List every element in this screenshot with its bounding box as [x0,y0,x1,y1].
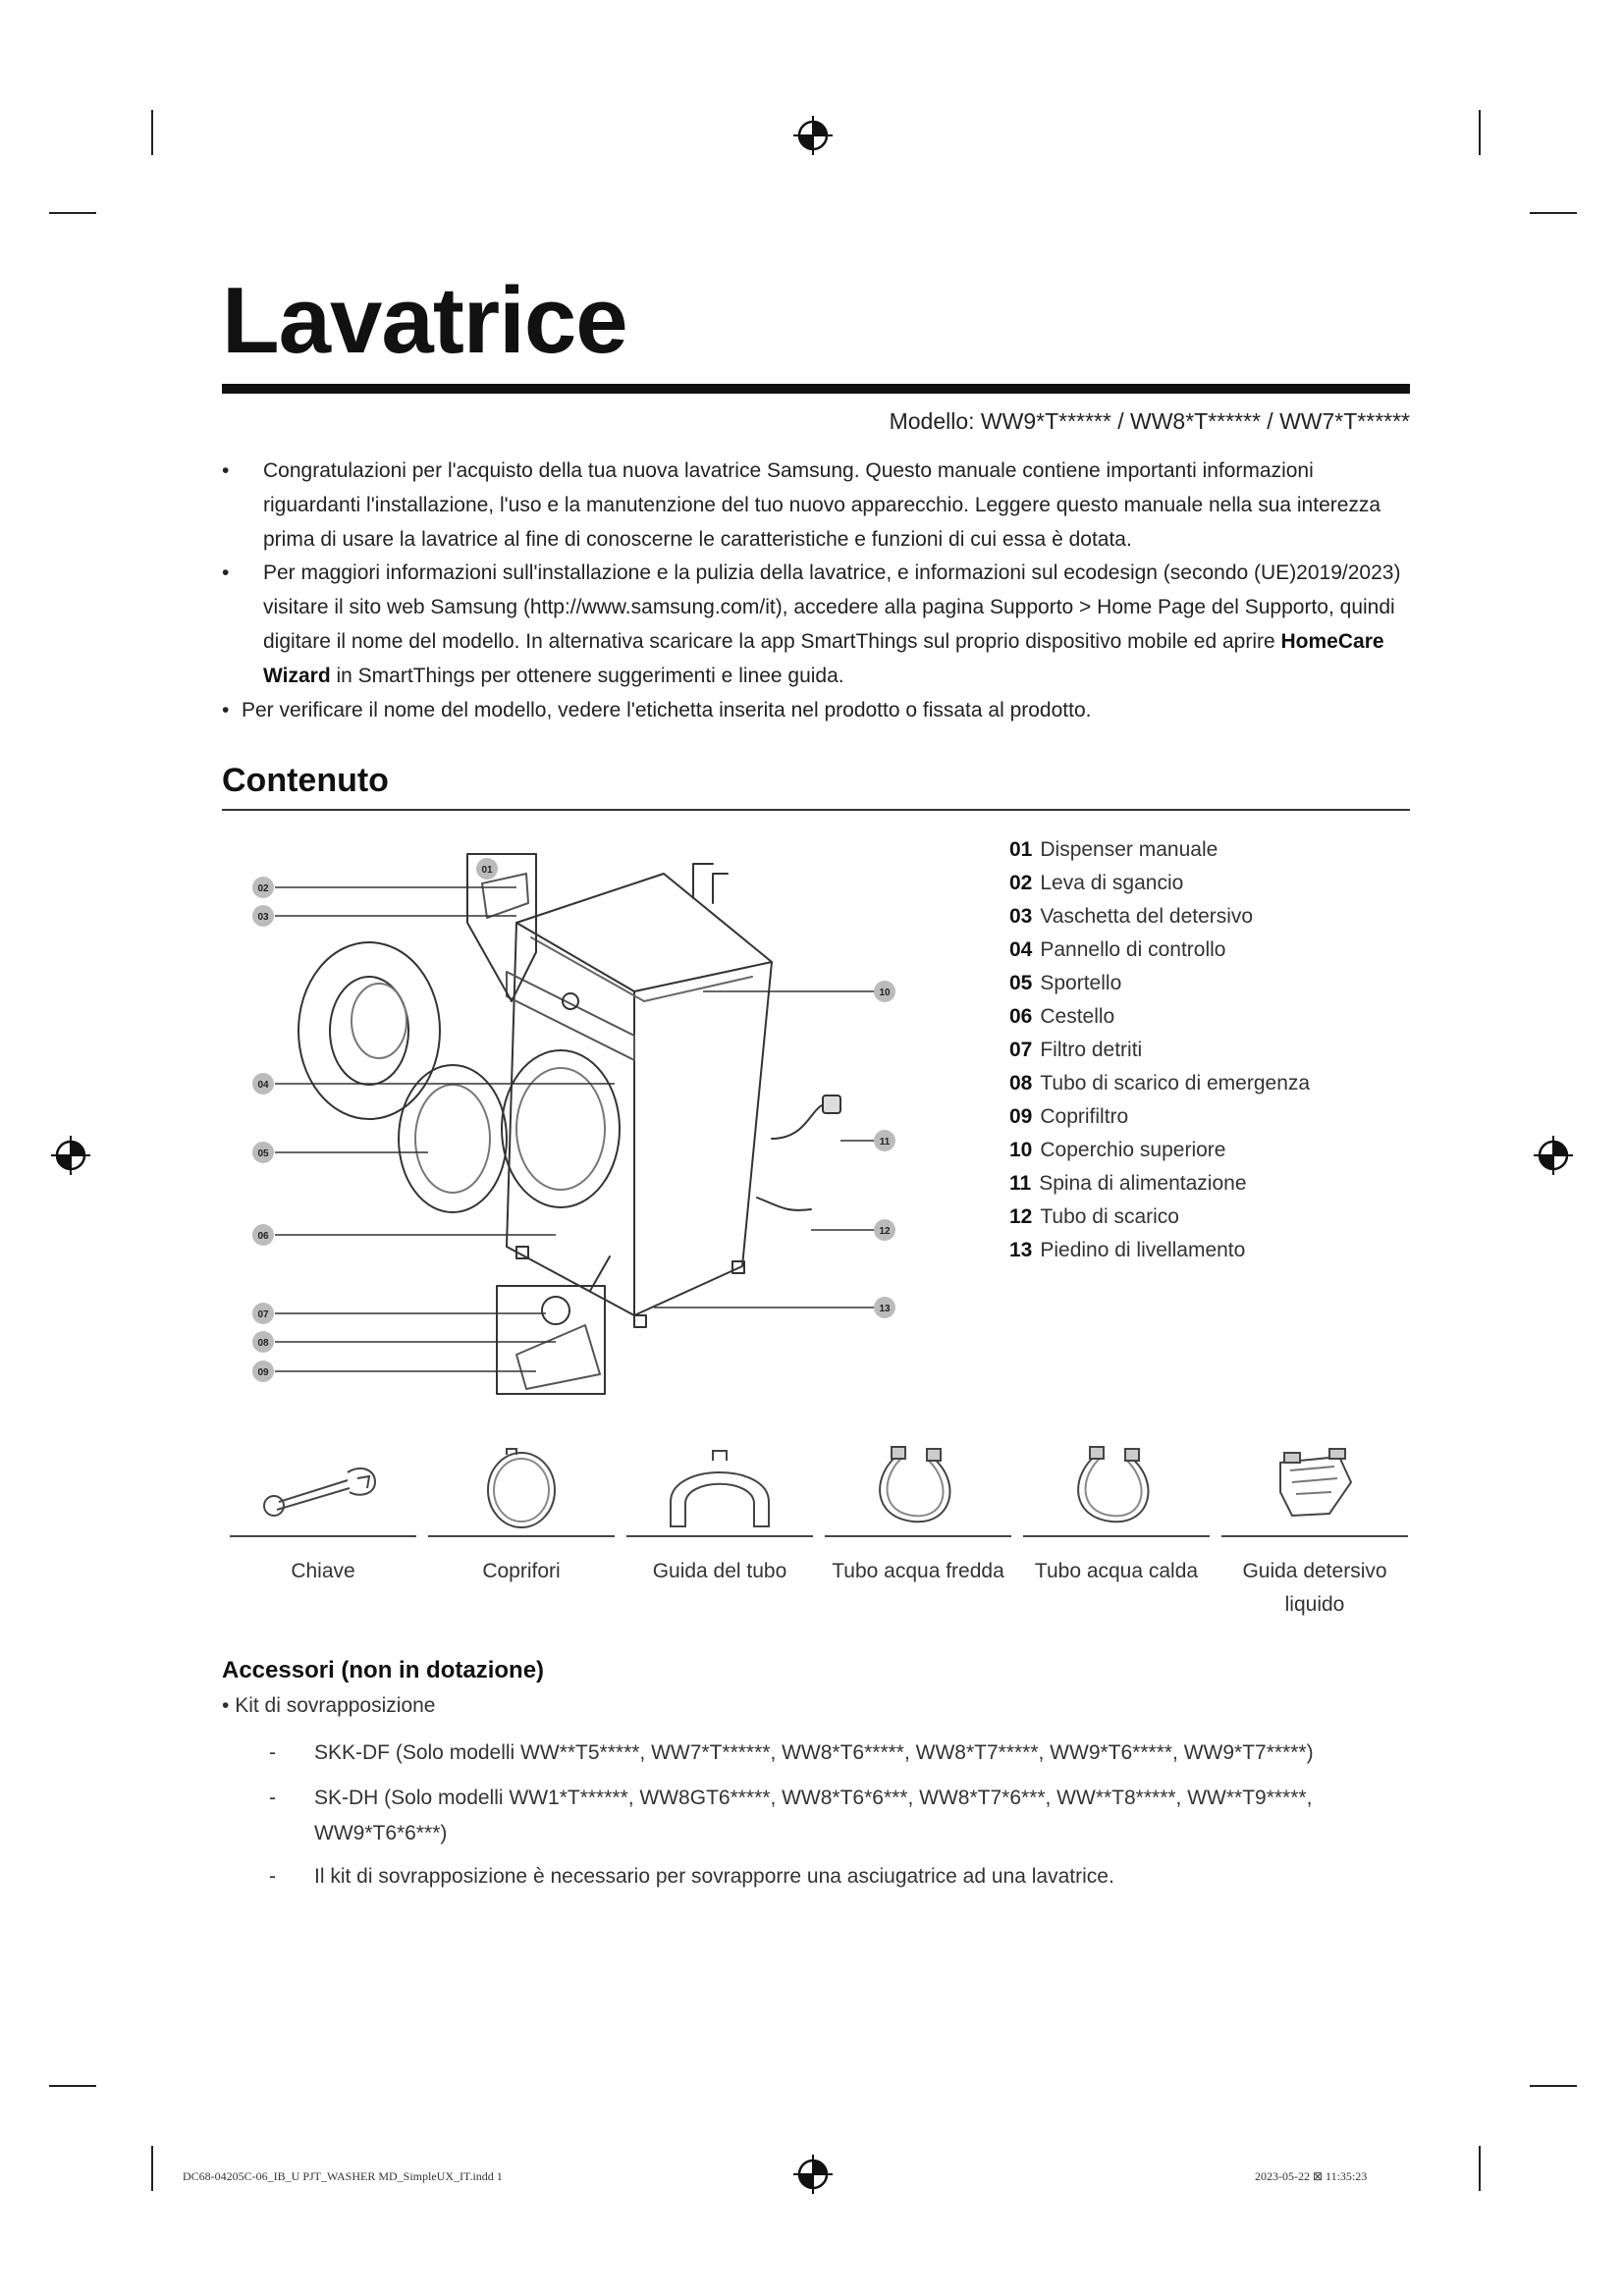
part-label: Vaschetta del detersivo [1040,905,1254,928]
callout [252,1303,274,1324]
section-heading: Contenuto [222,762,389,799]
list-item [1009,1172,1310,1205]
intro-text: Congratulazioni per l'acquisto della tua nuova lavatrice Samsung. Questo manuale contiene importanti informazioni riguardanti l'installazione, l'uso e la manutenzione del tuo nuovo apparecchio. Leggere questo manuale nella sua interezza prima di usare la lavatrice al fine di conoscerne le caratteristiche e funzioni di cui essa è dotata. [263,459,1381,551]
kit-bullet [222,1694,435,1718]
part-number: 05 [1009,972,1033,994]
liquid-detergent-guide-icon [1221,1443,1408,1531]
dash-marker: - [269,1787,276,1809]
registration-mark-icon [1532,1134,1575,1177]
callout [874,1297,895,1318]
accessory-rule [1023,1535,1210,1537]
part-number: 03 [1009,905,1033,928]
list-item [1009,1005,1310,1039]
callout-label: 04 [257,1080,269,1091]
list-item [1009,1039,1310,1072]
accessory-label: Tubo acqua calda [1034,1560,1199,1582]
part-number: 07 [1009,1039,1033,1061]
bullet: • [222,459,230,482]
accessory-rule [626,1535,813,1537]
list-item [1009,972,1310,1005]
accessory-item [626,1443,813,1588]
intro-bullet [222,693,1415,727]
callout-label: 06 [257,1231,269,1242]
print-timestamp: 2023-05-22 ⊠ 11:35:23 [1255,2169,1368,2183]
callout [252,1331,274,1353]
intro-text: Per maggiori informazioni sull'installazione e la pulizia della lavatrice, e informazioni sul ecodesign (secondo (UE)2019/2023) visitare il sito web Samsung (http://www.samsung.com/it), accedere alla pagina Supporto > Home Page del Supporto, quindi digitare il nome del modello. In alternativa scaricare la app SmartThings sul proprio dispositivo mobile ed aprire [263,561,1401,653]
part-label: Coprifiltro [1040,1105,1129,1128]
part-label: Filtro detriti [1040,1039,1143,1061]
callout-label: 10 [879,988,891,998]
accessory-item [428,1443,615,1588]
part-label: Spina di alimentazione [1039,1172,1247,1195]
dash-item [269,1859,1349,1895]
cold-water-hose-icon [825,1443,1011,1531]
hose-guide-icon [626,1443,813,1531]
part-label: Coperchio superiore [1040,1139,1226,1161]
intro-bullet [222,556,1415,693]
crop-mark [49,2085,96,2087]
callout-label: 03 [257,912,269,923]
accessory-rule [1221,1535,1408,1537]
callout [252,877,274,898]
dash-text: SKK-DF (Solo modelli WW**T5*****, WW7*T******, WW8*T6*****, WW8*T7*****, WW9*T6*****, WW9*T7*****) [314,1741,1314,1764]
dash-text: Il kit di sovrapposizione è necessario per sovrapporre una asciugatrice ad una lavatrice. [314,1865,1114,1888]
dash-marker: - [269,1741,276,1764]
dash-item [269,1781,1349,1851]
callout [252,905,274,927]
accessory-label: Tubo acqua fredda [832,1560,1004,1582]
accessory-label: Guida del tubo [652,1560,787,1582]
callout [252,1224,274,1246]
part-number: 04 [1009,938,1033,961]
accessory-item [230,1443,416,1588]
crop-mark [1479,2146,1481,2191]
accessory-rule [428,1535,615,1537]
callout-label: 08 [257,1338,269,1349]
list-item [1009,838,1310,872]
accessory-item [1221,1443,1408,1622]
callout-label: 11 [879,1137,891,1148]
list-item [1009,938,1310,972]
dash-item [269,1735,1349,1771]
crop-mark [1479,110,1481,155]
part-number: 12 [1009,1205,1033,1228]
list-item [1009,1105,1310,1139]
bullet: • [222,1694,230,1717]
callout [476,858,498,880]
list-item [1009,1139,1310,1172]
crop-mark [1530,2085,1577,2087]
list-item [1009,1072,1310,1105]
part-label: Leva di sgancio [1040,872,1184,894]
accessory-item [1023,1443,1210,1588]
crop-mark [49,212,96,214]
list-item [1009,905,1310,938]
page-title: Lavatrice [222,268,627,373]
file-slug: DC68-04205C-06_IB_U PJT_WASHER MD_SimpleUX_IT.indd 1 [183,2169,503,2183]
list-item [1009,1239,1310,1272]
part-number: 10 [1009,1139,1033,1161]
part-label: Tubo di scarico di emergenza [1040,1072,1311,1095]
registration-mark-icon [791,2153,835,2196]
optional-accessories-heading: Accessori (non in dotazione) [222,1657,545,1683]
part-label: Cestello [1040,1005,1115,1028]
crop-mark [1530,212,1577,214]
part-number: 11 [1009,1172,1032,1195]
part-label: Dispenser manuale [1040,838,1218,861]
callout-label: 13 [879,1304,891,1314]
kit-label: Kit di sovrapposizione [235,1694,436,1717]
model-number: Modello: WW9*T****** / WW8*T****** / WW7*T****** [889,408,1410,434]
hole-cover-icon [428,1443,615,1531]
callout-label: 02 [257,883,269,894]
section-rule [222,809,1410,811]
list-item [1009,872,1310,905]
callout-label: 12 [879,1226,891,1237]
title-rule [222,384,1410,394]
callout [874,981,895,1002]
callout [252,1361,274,1382]
accessory-rule [825,1535,1011,1537]
registration-mark-icon [791,114,835,157]
part-label: Sportello [1040,972,1122,994]
callout-label: 07 [257,1309,269,1320]
callout-label: 05 [257,1148,269,1159]
intro-bullet [222,454,1415,557]
dash-text: SK-DH (Solo modelli WW1*T******, WW8GT6*****, WW8*T6*6***, WW8*T7*6***, WW**T8*****, WW**T9*****, WW9*T6*6***) [314,1787,1313,1844]
accessory-label: Coprifori [482,1560,561,1582]
parts-list [1009,838,1310,1272]
part-number: 01 [1009,838,1033,861]
wrench-icon [230,1443,416,1531]
accessory-label: Chiave [291,1560,355,1582]
part-label: Tubo di scarico [1040,1205,1179,1228]
crop-mark [151,2146,153,2191]
callout [874,1130,895,1151]
callout [252,1073,274,1095]
app-name: HomeCare Wizard [263,630,1384,687]
dash-marker: - [269,1865,276,1888]
list-item [1009,1205,1310,1239]
part-number: 08 [1009,1072,1033,1095]
accessory-rule [230,1535,416,1537]
part-label: Pannello di controllo [1040,938,1226,961]
crop-mark [151,110,153,155]
intro-text: Per verificare il nome del modello, vedere l'etichetta inserita nel prodotto o fissata al prodotto. [242,699,1092,721]
callout-label: 01 [481,865,493,876]
washing-machine-diagram [222,844,909,1414]
intro-text: in SmartThings per ottenere suggerimenti e linee guida. [330,665,844,687]
callout [874,1219,895,1241]
part-number: 13 [1009,1239,1033,1261]
callout-label: 09 [257,1367,269,1378]
part-number: 02 [1009,872,1033,894]
part-number: 09 [1009,1105,1033,1128]
accessory-item [825,1443,1011,1588]
bullet: • [222,561,230,584]
bullet: • [222,699,230,721]
part-number: 06 [1009,1005,1033,1028]
part-label: Piedino di livellamento [1040,1239,1246,1261]
callout [252,1142,274,1163]
accessory-label: Guida detersivo liquido [1242,1560,1387,1616]
hot-water-hose-icon [1023,1443,1210,1531]
registration-mark-icon [49,1134,92,1177]
